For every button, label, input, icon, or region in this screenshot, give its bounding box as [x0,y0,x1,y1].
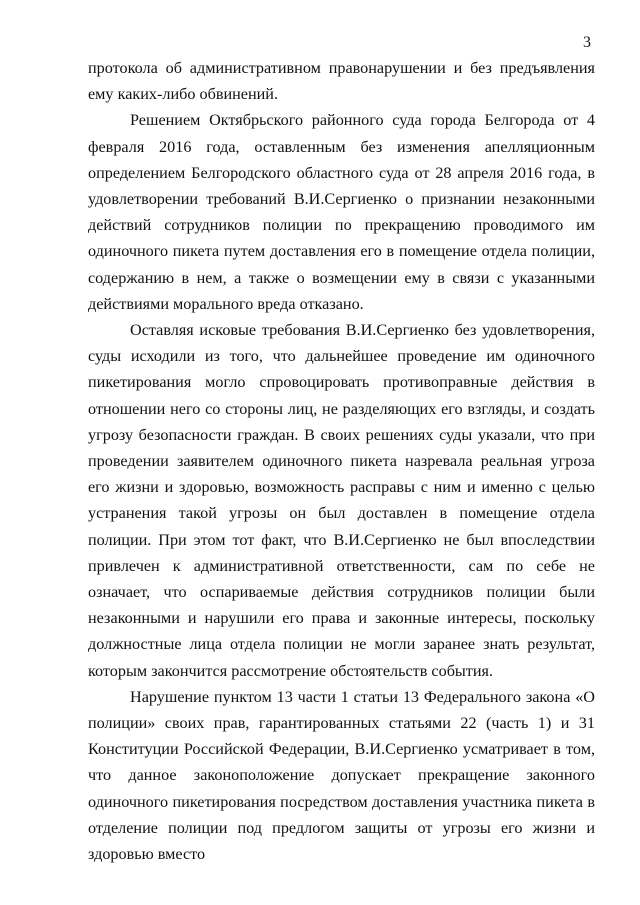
paragraph-continuation: протокола об административном правонарушении и без предъявления ему каких-либо обвинений. [88,59,595,104]
paragraph-court-decision: Решением Октябрьского районного суда города Белгорода от 4 февраля 2016 года, оставленным без изменения апелляционным определением Белгородского областного суда от 28 апреля 2016 года, в удовлетворении требований В.И.Сергиенко о признании незаконными действий сотрудников полиции по прекращению проводимого им одиночного пикета путем доставления его в помещение отдела полиции, содержанию в нем, а также о возмещении ему в связи с указанными действиями морального вреда отказано. [88,111,595,313]
paragraph-court-reasoning: Оставляя исковые требования В.И.Сергиенко без удовлетворения, суды исходили из того, что дальнейшее проведение им одиночного пикетирования могло спровоцировать противоправные действия в отношении него со стороны лиц, не разделяющих его взгляды, и создать угрозу безопасности граждан. В своих решениях суды указали, что при проведении заявителем одиночного пикета назревала реальная угроза его жизни и здоровью, возможность расправы с ним и именно с целью устранения такой угрозы он был доставлен в помещение отдела полиции. При этом тот факт, что В.И.Сергиенко не был впоследствии привлечен к административной ответственности, сам по себе не означает, что оспариваемые действия сотрудников полиции были незаконными и нарушили его права и законные интересы, поскольку должностные лица отдела полиции не могли заранее знать результат, которым закончится рассмотрение обстоятельств события. [88,321,595,680]
page-number: 3 [583,34,591,51]
paragraph-claimed-violation: Нарушение пунктом 13 части 1 статьи 13 Федерального закона «О полиции» своих прав, гарантированных статьями 22 (часть 1) и 31 Конституции Российской Федерации, В.И.Сергиенко усматривает в том, что данное законоположение допускает прекращение законного одиночного пикетирования посредством доставления участника пикета в отделение полиции под предлогом защиты от угрозы его жизни и здоровью вместо [88,687,595,864]
document-body [88,55,595,867]
